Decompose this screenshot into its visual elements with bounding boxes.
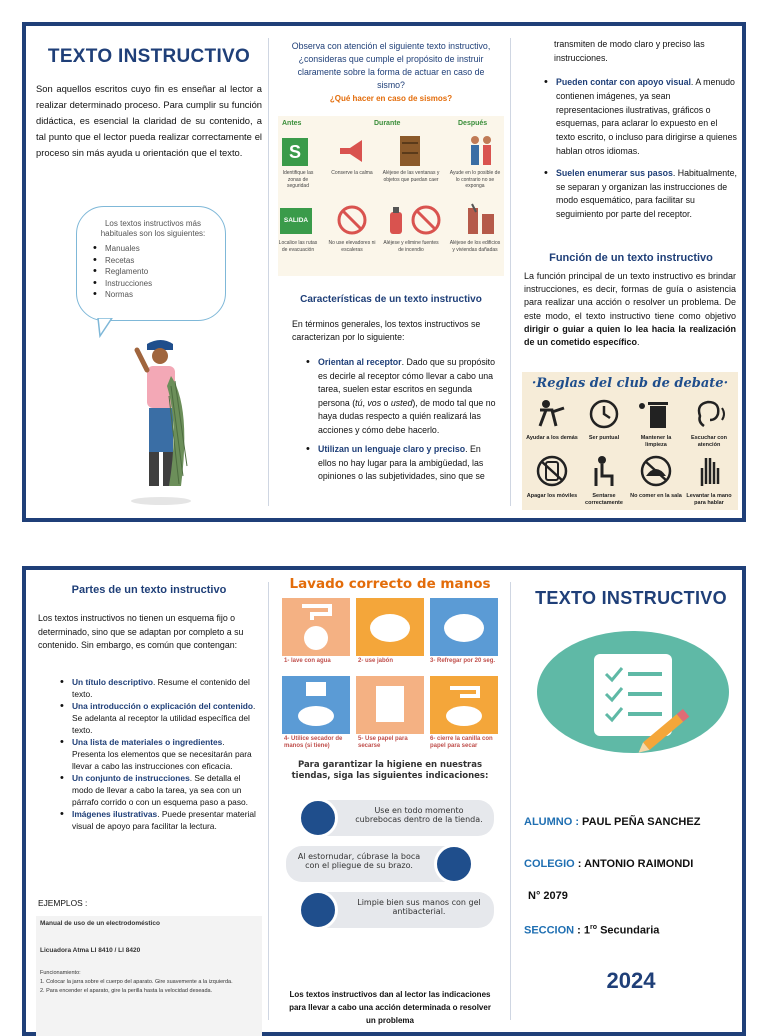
sismo-caption: Identifique las zonas de seguridad	[282, 170, 314, 189]
debate-rules-title: ·Reglas del club de debate·	[531, 376, 729, 391]
sneeze-elbow-icon	[434, 844, 474, 884]
clock-icon	[578, 398, 630, 430]
list-item: • Manuales	[91, 243, 215, 255]
hygiene-item: Use en todo momento cubrebocas dentro de la tienda.	[308, 800, 494, 836]
school-field: COLEGIO : ANTONIO RAIMONDI	[524, 858, 694, 870]
manual-title: Manual de uso de un electrodoméstico	[40, 920, 160, 927]
sismo-caption: Aléjese de los edificios y viviendas dañadas	[449, 240, 501, 253]
rule-block	[578, 454, 630, 506]
characteristics-intro: En términos generales, los textos instructivos se caracterizan por lo siguiente:	[292, 319, 481, 342]
rubbing-hands-icon	[430, 598, 498, 656]
manual-model: Licuadora Atma LI 8410 / LI 8420	[40, 947, 141, 954]
sismo-caption: Localice las rutas de evacuación	[278, 240, 318, 253]
parts-list	[58, 676, 258, 832]
bubble-list	[91, 243, 215, 301]
manual-func-label: Funcionamiento:	[40, 970, 81, 976]
ear-icon	[682, 398, 736, 430]
bubble-tail-icon	[96, 318, 116, 338]
handwashing-poster	[278, 576, 502, 762]
sismo-infographic	[278, 116, 504, 276]
function-paragraph: La función principal de un texto instructivo es brindar instrucciones, es decir, formas de guía o asistencia para realizar una acción o resolver un problema. De este modo, el texto instructivo tiene como objetivo dirigir o guiar a quien lo lea hacia la realización de un cometido específico.	[524, 271, 736, 348]
list-item: • Normas	[91, 289, 215, 301]
sismo-header-durante: Durante	[374, 120, 401, 127]
helping-icon	[526, 398, 578, 430]
characteristics-list	[304, 356, 500, 484]
hand-dryer-icon	[282, 676, 350, 734]
step-caption: 6- cierre la canilla con papel para secar	[430, 736, 493, 749]
page2-column-3	[520, 570, 742, 1032]
debate-rules-poster	[522, 372, 738, 510]
school-number: N° 2079	[528, 890, 568, 902]
list-item: • Instrucciones	[91, 278, 215, 290]
list-item: • Imágenes ilustrativas. Puede presentar material visual de apoyo para facilitar la lectura.	[58, 808, 258, 832]
hand-sanitizer-icon	[298, 890, 338, 930]
rule-block	[630, 398, 682, 448]
rule-block	[526, 398, 578, 442]
list-item: • Reglamento	[91, 266, 215, 278]
list-item: • Suelen enumerar sus pasos. Habitualmente, se separan y organizan las instrucciones de modo esquemático, para facilitar su seguimiento por parte del receptor.	[542, 167, 738, 222]
year-label: 2024	[606, 968, 656, 993]
hygiene-item: Al estornudar, cúbrase la boca con el pliegue de su brazo.	[286, 846, 462, 882]
raised-hand-icon	[682, 454, 736, 488]
sismo-title: ¿Qué hacer en caso de sismos?	[329, 94, 453, 103]
handwashing-title: Lavado correcto de manos	[289, 576, 491, 592]
intro-paragraph: Son aquellos escritos cuyo fin es enseñar al lector a realizar determinado proceso. Para cumplir su función didáctica, es esencial la claridad de su contenido, a tal punto que el lector pueda realizar correctamente el proceso sin más ayuda u orientación que el texto.	[36, 83, 262, 158]
list-item: • Un conjunto de instrucciones. Se detalla el modo de llevar a cabo la tarea, ya sea con un párrafo corrido o con un esquema paso a paso.	[58, 772, 258, 808]
step-jabon	[356, 598, 424, 656]
rule-caption: Sentarse correctamente	[585, 493, 623, 506]
examples-label: EJEMPLOS :	[38, 898, 88, 908]
step-refregar	[430, 598, 498, 656]
sismo-prompt: Observa con atención el siguiente texto instructivo, ¿consideras que cumple el propósito de instruir claramente sobre la forma de actuar en caso de sismo?	[291, 41, 491, 90]
paper-towel-icon	[356, 676, 424, 734]
page1-column-1	[36, 26, 262, 518]
characteristics-list-continued	[542, 76, 738, 222]
rule-caption: Levantar la mano para hablar	[686, 493, 732, 506]
manual-step: 2. Para encender el aparato, gire la perilla hasta la velocidad deseada.	[40, 988, 213, 994]
hygiene-title: Para garantizar la higiene en nuestras tiendas, siga las siguientes indicaciones:	[291, 760, 489, 781]
trash-bin-icon	[630, 398, 682, 430]
page-title: TEXTO INSTRUCTIVO	[47, 46, 251, 67]
list-item: • Orientan al receptor. Dado que su propósito es decirle al receptor cómo llevar a cabo una tarea, suelen estar escritos en segunda persona (tú, vos o usted), de modo tal que no haya dudas respecto a quién realizará las acciones y cómo debe hacerlo.	[304, 356, 500, 437]
characteristics-continuation: transmiten de modo claro y preciso las instrucciones.	[554, 39, 705, 63]
no-elevator-icon	[336, 204, 368, 236]
step-lave-agua	[282, 598, 350, 656]
checklist-illustration-icon	[536, 630, 730, 754]
list-item: • Recetas	[91, 255, 215, 267]
section-field: SECCION : $1^{ro}$ Secundaria	[524, 924, 660, 937]
rule-block	[682, 454, 736, 506]
step-secador	[282, 676, 350, 734]
list-item: • Un título descriptivo. Resume el contenido del texto.	[58, 676, 258, 700]
helping-people-icon	[466, 134, 496, 168]
speech-bubble	[76, 206, 226, 321]
step-caption: 2- use jabón	[358, 658, 394, 664]
parts-title: Partes de un texto instructivo	[71, 584, 227, 596]
damaged-building-icon	[464, 202, 498, 236]
list-item: • Utilizan un lenguaje claro y preciso. En ellos no hay lugar para la ambigüedad, las opiniones o las subjetividades, sino que se	[304, 443, 500, 484]
page2-column-1	[36, 570, 262, 1032]
rule-caption: Ayudar a los demás	[526, 435, 578, 441]
rule-caption: Ser puntual	[588, 435, 620, 441]
rule-block	[682, 398, 736, 448]
cover-title: TEXTO INSTRUCTIVO	[535, 588, 727, 608]
rule-caption: No comer en la sala	[630, 493, 682, 499]
step-papel	[356, 676, 424, 734]
safe-zone-sign-icon: S	[282, 138, 308, 166]
close-faucet-icon	[430, 676, 498, 734]
rule-block	[578, 398, 630, 442]
no-fire-icon	[410, 204, 442, 236]
function-title: Función de un texto instructivo	[549, 252, 713, 264]
student-field: ALUMNO : PAUL PEÑA SANCHEZ	[524, 816, 701, 828]
brochure-page-2	[22, 566, 746, 1036]
page1-column-2	[278, 26, 504, 518]
bubble-title: Los textos instructivos más habituales son los siguientes:	[100, 219, 206, 238]
no-food-icon	[630, 454, 682, 488]
faucet-water-icon	[282, 598, 350, 656]
soap-hands-icon	[356, 598, 424, 656]
rule-caption: Escuchar con atención	[690, 435, 728, 448]
step-caption: 3- Refregar por 20 seg.	[430, 658, 496, 664]
sismo-caption: Ayude en lo posible de lo contrario no se exponga	[449, 170, 501, 189]
seated-person-icon	[578, 454, 630, 488]
manual-example	[36, 916, 262, 1036]
rule-block	[526, 454, 578, 500]
sismo-caption: Aléjese y elimine fuentes de incendio	[383, 240, 439, 253]
column-divider	[510, 38, 511, 506]
step-canilla	[430, 676, 498, 734]
rule-caption: Mantener la limpieza	[640, 435, 672, 448]
parts-intro: Los textos instructivos no tienen un esquema fijo o determinado, sino que se adaptan por completo a su contenido. Sin embargo, es común que contengan:	[38, 613, 244, 650]
sismo-header-despues: Después	[458, 120, 488, 127]
manual-step: 1. Colocar la jarra sobre el cuerpo del aparato. Gire suavemente a la izquierda.	[40, 979, 233, 985]
sismo-header-antes: Antes	[282, 120, 302, 127]
no-phone-icon	[526, 454, 578, 488]
handwashing-caption: Los textos instructivos dan al lector las indicaciones para llevar a cabo una acción determinada o resolver un problema	[289, 990, 491, 1025]
sismo-caption: Aléjese de las ventanas y objetos que puedan caer	[382, 170, 440, 183]
list-item: • Una lista de materiales o ingredientes. Presenta los elementos que se necesitarán para llevar a cabo las instrucciones con eficacia.	[58, 736, 258, 772]
megaphone-icon	[336, 136, 366, 166]
sismo-caption: Conserve la calma	[331, 170, 373, 176]
fisherman-illustration-icon	[121, 336, 201, 506]
step-caption: 5- Use papel para secarse	[358, 736, 408, 749]
rule-block	[630, 454, 682, 500]
rule-caption: Apagar los móviles	[526, 493, 578, 499]
step-caption: 1- lave con agua	[284, 658, 331, 664]
list-item: • Una introducción o explicación del contenido. Se adelanta al receptor la utilidad específica del texto.	[58, 700, 258, 736]
sismo-caption: No use elevadores ni escaleras	[328, 240, 376, 253]
fire-extinguisher-icon	[384, 204, 408, 236]
face-mask-icon	[298, 798, 338, 838]
page2-column-2	[278, 570, 502, 1032]
column-divider	[268, 582, 269, 1020]
list-item: • Pueden contar con apoyo visual. A menudo contienen imágenes, ya sean representaciones ilustrativas, gráficos o esquemas, para aclarar lo expuesto en el texto escrito, o incluso para dirigirse a quienes hablan otros idiomas.	[542, 76, 738, 159]
brochure-page-1	[22, 22, 746, 522]
characteristics-title: Características de un texto instructivo	[300, 294, 482, 305]
column-divider	[510, 582, 511, 1020]
column-divider	[268, 38, 269, 506]
hygiene-item: Limpie bien sus manos con gel antibacterial.	[308, 892, 494, 928]
bookshelf-icon	[398, 134, 422, 168]
page1-column-3	[520, 26, 742, 518]
step-caption: 4- Utilice secador de manos (si tiene)	[284, 736, 343, 749]
exit-sign-icon: SALIDA	[280, 208, 312, 234]
